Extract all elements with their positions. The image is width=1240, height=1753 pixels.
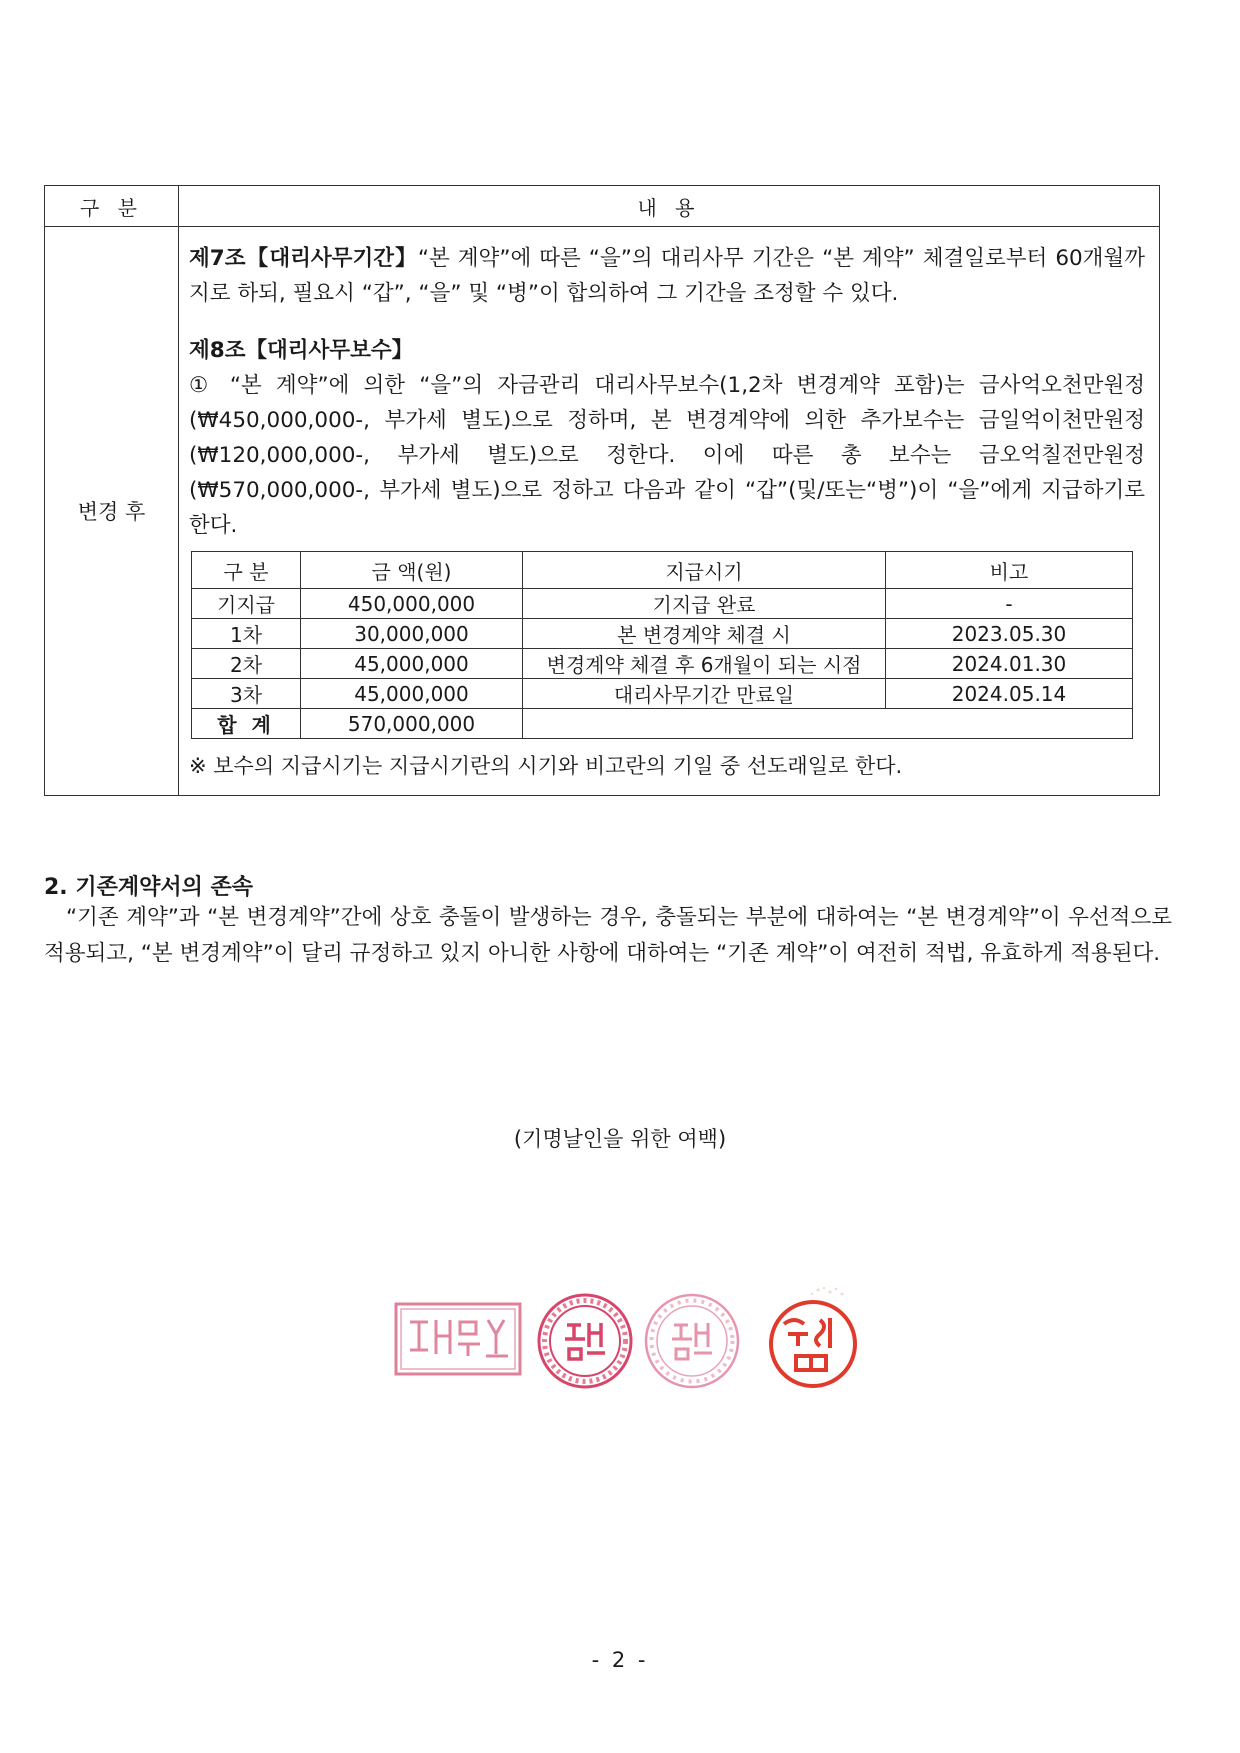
section-2-body: “기존 계약”과 “본 변경계약”간에 상호 충돌이 발생하는 경우, 충돌되는 부분에 대하여는 “본 변경계약”이 우선적으로 적용되고, “본 변경계약”이 달리 규정하고 있지 아니한 사항에 대하여는 “기존 계약”이 여전히 적법, 유효하게 적용된다. xyxy=(44,905,1172,966)
article-8 xyxy=(189,333,1145,543)
payment-table-header xyxy=(192,552,1133,589)
payment-remarks: - xyxy=(886,589,1133,619)
payment-header-amount: 금 액(원) xyxy=(301,552,523,589)
payment-timing: 기지급 완료 xyxy=(523,589,886,619)
payment-amount: 45,000,000 xyxy=(301,649,523,679)
payment-total-label: 합 계 xyxy=(192,709,301,739)
amendment-row xyxy=(45,227,1160,796)
seal-round-icon xyxy=(533,1291,637,1391)
seal-round-icon xyxy=(640,1291,744,1391)
article-7-title: 제7조【대리사무기간】 xyxy=(189,246,418,271)
payment-header-timing: 지급시기 xyxy=(523,552,886,589)
payment-total-empty xyxy=(523,709,1133,739)
payment-note: ※ 보수의 지급시기는 지급시기란의 시기와 비고란의 기일 중 선도래일로 한다. xyxy=(189,754,903,778)
table-row xyxy=(192,619,1133,649)
article-7-body: “본 계약”에 따른 “을”의 대리사무 기간은 “본 계약” 체결일로부터 60개월까지로 하되, 필요시 “갑”, “을” 및 “병”이 합의하여 그 기간을 조정할 수 있다. xyxy=(189,246,1145,306)
payment-amount: 45,000,000 xyxy=(301,679,523,709)
seal-square-icon xyxy=(392,1300,524,1382)
article-8-body: ① “본 계약”에 의한 “을”의 자금관리 대리사무보수(1,2차 변경계약 포함)는 금사억오천만원정(₩450,000,000-, 부가세 별도)으로 정하며, 본 변경계약에 의한 추가보수는 금일억이천만원정(₩120,000,000-, 부가세 별도)으로 정한다. 이에 따른 총 보수는 금오억칠전만원정(₩570,000,000-, 부가세 별도)으로 정하고 다음과 같이 “갑”(및/또는“병”)이 “을”에게 지급하기로 한다. xyxy=(189,373,1145,538)
payment-table xyxy=(191,551,1133,739)
payment-category: 2차 xyxy=(192,649,301,679)
payment-header-category: 구 분 xyxy=(192,552,301,589)
payment-category: 1차 xyxy=(192,619,301,649)
row-content xyxy=(179,227,1160,796)
payment-timing: 본 변경계약 체결 시 xyxy=(523,619,886,649)
section-2-title: 2. 기존계약서의 존속 xyxy=(44,875,253,900)
payment-remarks: 2024.01.30 xyxy=(886,649,1133,679)
table-row xyxy=(192,589,1133,619)
amendment-table xyxy=(44,185,1160,796)
row-label: 변경 후 xyxy=(45,227,179,796)
payment-timing: 변경계약 체결 후 6개월이 되는 시점 xyxy=(523,649,886,679)
payment-header-remarks: 비고 xyxy=(886,552,1133,589)
payment-amount: 450,000,000 xyxy=(301,589,523,619)
table-row xyxy=(192,679,1133,709)
signature-space-note: (기명날인을 위한 여백) xyxy=(513,1127,727,1151)
payment-remarks: 2023.05.30 xyxy=(886,619,1133,649)
amendment-table-header xyxy=(45,186,1160,227)
table-row xyxy=(192,649,1133,679)
payment-amount: 30,000,000 xyxy=(301,619,523,649)
payment-category: 기지급 xyxy=(192,589,301,619)
seal-round-icon xyxy=(758,1280,868,1392)
header-content: 내 용 xyxy=(179,186,1160,227)
payment-timing: 대리사무기간 만료일 xyxy=(523,679,886,709)
article-8-title: 제8조【대리사무보수】 xyxy=(189,338,414,363)
article-7 xyxy=(189,241,1145,311)
payment-remarks: 2024.05.14 xyxy=(886,679,1133,709)
payment-category: 3차 xyxy=(192,679,301,709)
payment-total-amount: 570,000,000 xyxy=(301,709,523,739)
page-number: - 2 - xyxy=(591,1648,649,1672)
header-category: 구 분 xyxy=(45,186,179,227)
payment-total-row xyxy=(192,709,1133,739)
